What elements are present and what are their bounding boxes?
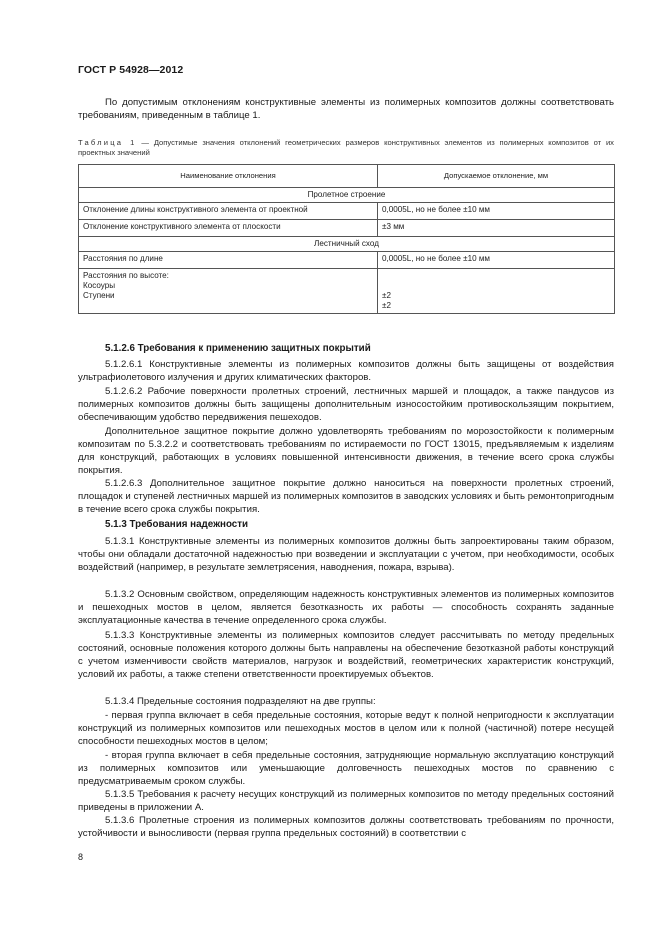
deviation-name: Отклонение конструктивного элемента от плоскости xyxy=(79,220,378,237)
section-title-513: 5.1.3 Требования надежности xyxy=(105,519,249,530)
col-header-value: Допускаемое отклонение, мм xyxy=(378,165,615,188)
section-span-structure: Пролетное строение xyxy=(79,188,615,203)
paragraph-513-3: 5.1.3.3 Конструктивные элементы из полимерных композитов следует рассчитывать по методу предельных состояний, основные положения которого должны быть направлены на обеспечение безотказной работы конструкций с учетом изменчивости свойств материалов, нагрузок и воздействий, геометрических характеристик конструкций, условий их работы, а также степени ответственности проектируемых объектов. xyxy=(78,630,614,680)
section-stair-descent: Лестничный сход xyxy=(79,237,615,252)
paragraph-513-5: 5.1.3.5 Требования к расчету несущих конструкций из полимерных композитов по методу предельных состояний приведены в приложении А. xyxy=(78,789,614,813)
intro-paragraph: По допустимым отклонениям конструктивные элементы из полимерных композитов должны соответствовать требованиям, приведенным в таблице 1. xyxy=(78,97,614,121)
paragraph-513-4b: - вторая группа включает в себя предельные состояния, затрудняющие нормальную эксплуатацию конструкций из полимерных композитов или уменьшающие долговечность пешеходных мостов по сравнению с предусматриваемым сроком службы. xyxy=(78,750,614,787)
deviation-name: Отклонение длины конструктивного элемента от проектной xyxy=(79,203,378,220)
height-val-stringers: ±2 xyxy=(382,291,391,300)
col-header-name: Наименование отклонения xyxy=(79,165,378,188)
deviation-value: ±3 мм xyxy=(378,220,615,237)
paragraph-513-4: 5.1.3.4 Предельные состояния подразделяют на две группы: xyxy=(105,696,376,707)
table-caption-text: — Допустимые значения отклонений геометрических размеров конструктивных элементов из полимерных композитов от их проектных значений xyxy=(78,138,614,158)
table-header-row xyxy=(79,165,615,188)
paragraph-513-2: 5.1.3.2 Основным свойством, определяющим надежность конструктивных элементов из полимерных композитов и пешеходных мостов в целом, является безотказность их работы — способность сохранять заданные эксплуатационные качества в течение определенного срока службы. xyxy=(78,589,614,626)
document-header: ГОСТ Р 54928—2012 xyxy=(78,64,184,76)
table-row xyxy=(79,220,615,237)
paragraph-5126-2b: Дополнительное защитное покрытие должно удовлетворять требованиям по морозостойкости к полимерным композитам по 5.3.2.2 и соответствовать требованиям по истираемости по ГОСТ 13015, предъявляемым к изделиям для конструкций, работающих в условиях повышенной интенсивности движения, в течение всего срока службы покрытия. xyxy=(78,426,614,476)
paragraph-513-4a: - первая группа включает в себя предельные состояния, которые ведут к полной непригодности к эксплуатации конструкций из полимерных композитов или пешеходных мостов в целом или к полной (частичной) потере несущей способности пешеходных мостов в целом; xyxy=(78,710,614,747)
table-section-row xyxy=(79,237,615,252)
table-caption-label: Таблица 1 xyxy=(78,138,137,147)
table-caption xyxy=(78,138,614,159)
deviation-name xyxy=(79,269,378,314)
height-label: Расстояния по высоте: xyxy=(83,271,169,280)
table-row xyxy=(79,269,615,314)
height-sub-stringers: Косоуры xyxy=(83,281,116,290)
paragraph-513-6: 5.1.3.6 Пролетные строения из полимерных композитов должны соответствовать требованиям по прочности, устойчивости и выносливости (первая группа предельных состояний) в соответствии с xyxy=(78,815,614,839)
deviation-value: 0,0005L, но не более ±10 мм xyxy=(378,203,615,220)
deviations-table xyxy=(78,164,615,314)
paragraph-5126-3: 5.1.2.6.3 Дополнительное защитное покрытие должно наноситься на поверхности пролетных строений, площадок и ступеней лестничных маршей из полимерных композитов в заводских условиях и быть ремонтопригодным в течение всего срока службы покрытия. xyxy=(78,478,614,515)
height-sub-steps: Ступени xyxy=(83,291,115,300)
table-row xyxy=(79,252,615,269)
page-number: 8 xyxy=(78,852,84,862)
height-val-steps: ±2 xyxy=(382,301,391,310)
deviation-name: Расстояния по длине xyxy=(79,252,378,269)
paragraph-513-1: 5.1.3.1 Конструктивные элементы из полимерных композитов должны быть запроектированы таким образом, чтобы они обладали достаточной надежностью при возведении и эксплуатации с учетом, при необходимости, особых воздействий (например, в результате землетрясения, наводнения, пожара, взрыва). xyxy=(78,536,614,573)
paragraph-5126-1: 5.1.2.6.1 Конструктивные элементы из полимерных композитов должны быть защищены от воздействия ультрафиолетового излучения и других климатических факторов. xyxy=(78,359,614,383)
section-title-5126: 5.1.2.6 Требования к применению защитных покрытий xyxy=(105,343,371,354)
table-section-row xyxy=(79,188,615,203)
paragraph-5126-2: 5.1.2.6.2 Рабочие поверхности пролетных строений, лестничных маршей и площадок, а также пандусов из полимерных композитов должны быть защищены дополнительным износостойким противоскользящим покрытием, обеспечивающим удобство передвижения пешеходов. xyxy=(78,386,614,423)
deviation-value: 0,0005L, но не более ±10 мм xyxy=(378,252,615,269)
table-row xyxy=(79,203,615,220)
deviation-value xyxy=(378,269,615,314)
